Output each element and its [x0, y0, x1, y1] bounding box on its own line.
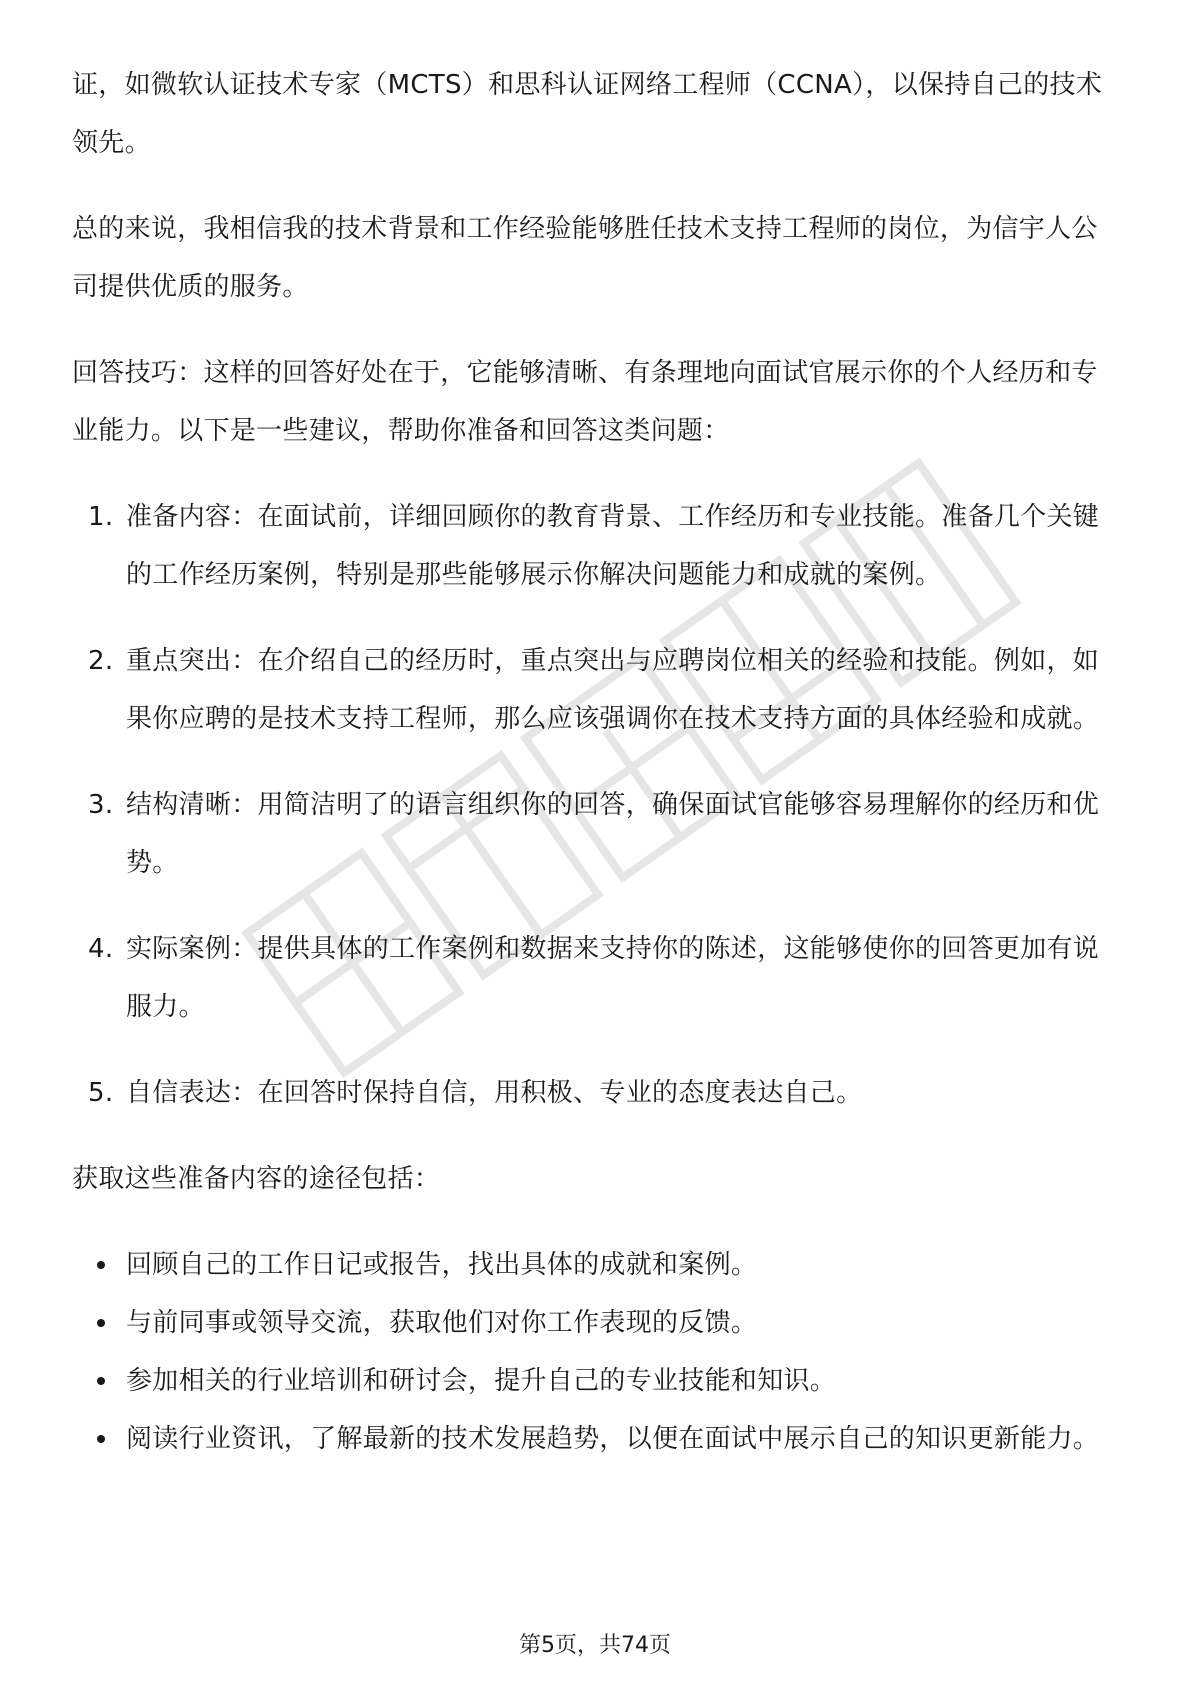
way-item — [72, 1236, 1122, 1294]
ways-heading: 获取这些准备内容的途径包括： — [72, 1164, 441, 1194]
bullet-icon — [97, 1377, 105, 1385]
tips-list — [72, 488, 1122, 1122]
tip-item — [72, 920, 1122, 1036]
tip-item — [72, 1064, 1122, 1122]
tip-number: 1. — [88, 502, 114, 532]
way-item — [72, 1352, 1122, 1410]
way-item — [72, 1410, 1122, 1468]
page-footer: 第5页，共74页 — [519, 1633, 671, 1658]
document-body — [72, 56, 1122, 1496]
tip-text: 重点突出：在介绍自己的经历时，重点突出与应聘岗位相关的经验和技能。例如，如果你应聘的是技术支持工程师，那么应该强调你在技术支持方面的具体经验和成就。 — [126, 646, 1100, 734]
way-text: 参加相关的行业培训和研讨会，提升自己的专业技能和知识。 — [126, 1366, 837, 1396]
way-text: 与前同事或领导交流，获取他们对你工作表现的反馈。 — [126, 1308, 758, 1338]
tip-number: 5. — [88, 1078, 114, 1108]
tip-item — [72, 488, 1122, 604]
tip-text: 实际案例：提供具体的工作案例和数据来支持你的陈述，这能够使你的回答更加有说服力。 — [126, 934, 1100, 1022]
tip-text: 自信表达：在回答时保持自信，用积极、专业的态度表达自己。 — [126, 1078, 863, 1108]
way-text: 阅读行业资讯，了解最新的技术发展趋势，以便在面试中展示自己的知识更新能力。 — [126, 1424, 1100, 1454]
bullet-icon — [97, 1435, 105, 1443]
bullet-icon — [97, 1319, 105, 1327]
paragraph-certifications: 证，如微软认证技术专家（MCTS）和思科认证网络工程师（CCNA），以保持自己的技术领先。 — [72, 70, 1103, 158]
tip-item — [72, 632, 1122, 748]
paragraph-answer-tips: 回答技巧：这样的回答好处在于，它能够清晰、有条理地向面试官展示你的个人经历和专业能力。以下是一些建议，帮助你准备和回答这类问题： — [72, 358, 1098, 446]
paragraph-summary: 总的来说，我相信我的技术背景和工作经验能够胜任技术支持工程师的岗位，为信宇人公司提供优质的服务。 — [72, 214, 1098, 302]
way-item — [72, 1294, 1122, 1352]
ways-list — [72, 1236, 1122, 1468]
tip-number: 2. — [88, 646, 114, 676]
tip-number: 4. — [88, 934, 114, 964]
tip-text: 结构清晰：用简洁明了的语言组织你的回答，确保面试官能够容易理解你的经历和优势。 — [126, 790, 1100, 878]
tip-item — [72, 776, 1122, 892]
bullet-icon — [97, 1261, 105, 1269]
tip-number: 3. — [88, 790, 114, 820]
tip-text: 准备内容：在面试前，详细回顾你的教育背景、工作经历和专业技能。准备几个关键的工作经历案例，特别是那些能够展示你解决问题能力和成就的案例。 — [126, 502, 1100, 590]
way-text: 回顾自己的工作日记或报告，找出具体的成就和案例。 — [126, 1250, 758, 1280]
